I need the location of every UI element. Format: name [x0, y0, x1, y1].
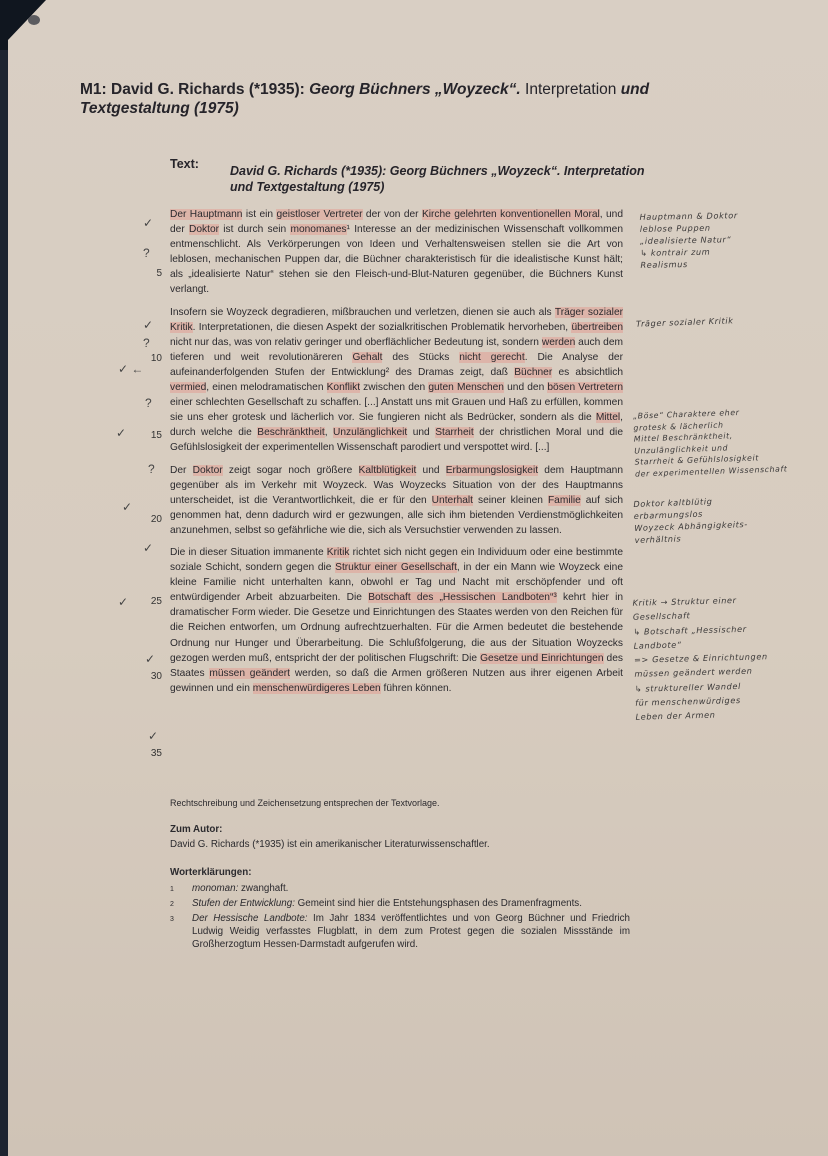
line-number: 10	[150, 353, 162, 364]
text-run: ,	[324, 427, 334, 439]
orthography-note: Rechtschreibung und Zeichensetzung entsprechen der Textvorlage.	[170, 798, 440, 808]
text-run: , und der	[170, 209, 624, 236]
handwritten-note: Träger sozialer Kritik	[635, 315, 734, 329]
check-mark: ✓	[122, 500, 133, 514]
text-run: , einen melodramatischen	[206, 382, 327, 394]
text-run: . Die Analyse der aufeinanderfolgenden Stufen der Entwicklung² des Dramas zeigt, daß	[170, 351, 623, 378]
text-run: des Staates	[170, 652, 623, 679]
line-number: 35	[150, 748, 162, 759]
text-label: Text:	[170, 157, 199, 171]
text-run: ist durch sein	[219, 224, 291, 236]
check-mark: ✓	[145, 652, 156, 666]
handwritten-note: Kritik → Struktur einer Gesellschaft ↳ Botschaft „Hessischer Landbote“ => Gesetze & Einrichtungen müssen geändert werden ↳ struktureller Wandel für menschenwürdiges Leben der Armen	[632, 595, 768, 723]
text-run: zwischen den	[360, 382, 429, 394]
highlighted-text: Starrheit	[435, 427, 474, 439]
text-run: richtet sich nicht gegen ein Individuum oder eine bestimmte soziale Schicht, sondern gegen die	[170, 546, 624, 574]
highlighted-text: Doktor	[192, 464, 223, 476]
highlighted-text: Konflikt	[326, 382, 361, 394]
highlighted-text: werden	[541, 336, 576, 348]
text-run: nicht nur das, was von relativ geringer und oberflächlicher Bedeutung ist, sondern	[170, 336, 542, 348]
highlighted-text: Büchner	[514, 366, 553, 378]
text-run: auch dem tieferen und weit revolutionäreren	[170, 336, 623, 363]
highlighted-text: Unterhalt	[431, 494, 474, 506]
highlighted-text: Familie	[547, 494, 581, 506]
text-run: der von der	[362, 209, 422, 220]
highlighted-text: geistloser Vertreter	[276, 209, 363, 220]
highlighted-text: Botschaft des „Hessischen Landboten“³	[368, 592, 557, 604]
highlighted-text: Struktur einer Gesellschaft	[335, 562, 457, 574]
highlighted-text: Gehalt	[352, 351, 383, 363]
highlighted-text: Kirche gelehrten konventionellen Moral	[421, 209, 600, 220]
highlighted-text: monomanes	[290, 224, 347, 236]
text-run: und	[407, 427, 436, 439]
question-mark: ?	[148, 462, 155, 476]
text-run: seiner kleinen	[473, 494, 548, 506]
main-text	[170, 207, 623, 703]
text-run: einer schlechten Gesellschaft zu schaffen. [...] Anstatt uns mit Grauen und Haß zu erfüllen, kommen sie uns eher grotesk und lächerlich vor. Sie fungieren nicht als Bedrücker, sondern als die	[170, 397, 623, 424]
highlighted-text: Beschränktheit	[257, 427, 325, 439]
glossary-item: 1 monoman: zwanghaft.	[170, 883, 289, 894]
highlighted-text: guten Menschen	[428, 382, 504, 394]
author-text: David G. Richards (*1935) ist ein amerikanischer Literaturwissenschaftler.	[170, 839, 490, 850]
glossary-item: 3 Der Hessische Landbote: Im Jahr 1834 veröffentlichtes und von Georg Büchner und Friedrich Ludwig Weidig verfasstes Flugblatt, in dem zum Protest gegen die sozialen Missstände im Großherzogtum Hessen-Darmstadt aufgerufen wird.	[170, 913, 630, 950]
check-mark: ✓	[148, 729, 159, 743]
check-mark: ✓	[118, 595, 129, 609]
highlighted-text: Der Hauptmann	[170, 209, 243, 220]
text-run: es absichtlich	[552, 366, 623, 378]
highlighted-text: Mittel	[595, 412, 621, 424]
author-heading: Zum Autor:	[170, 824, 223, 835]
highlighted-text: menschenwürdigeres Leben	[252, 682, 381, 694]
check-mark: ✓	[143, 318, 154, 332]
line-number: 30	[150, 671, 162, 682]
text-run: ist ein	[242, 209, 277, 220]
handwritten-note: „Böse“ Charaktere eher grotesk & lächerlich Mittel Beschränktheit, Unzulänglichkeit und Starrheit & Gefühlslosigkeit der experimentellen Wissenschaft	[632, 407, 788, 479]
text-run: , durch welche die	[170, 412, 623, 439]
glossary-item: 2 Stufen der Entwicklung: Gemeint sind hier die Entstehungsphasen des Dramenfragments.	[170, 898, 582, 909]
text-run: auf sich genommen hat, denn dadurch wird er gezwungen, alle sich ihm bietenden Verdienstmöglichkeiten anzunehmen, selbst so gefährliche wie die, sich als Versuchstier verwenden zu lassen.	[170, 494, 623, 536]
highlighted-text: Unzulänglichkeit	[333, 427, 408, 439]
highlighted-text: Gesetze und Einrichtungen	[480, 652, 604, 664]
text-run: führen können.	[380, 682, 452, 694]
highlighted-text: vermied	[170, 382, 207, 394]
highlighted-text: müssen geändert	[209, 667, 291, 679]
text-run: zeigt sogar noch größere	[222, 464, 359, 476]
check-arrow-mark: ✓ ←	[118, 362, 144, 376]
text-run: . Interpretationen, die diesen Aspekt der sozialkritischen Problematik hervorheben,	[192, 321, 572, 333]
handwritten-note: Hauptmann & Doktor leblose Puppen „idealisierte Natur“ ↳ kontrair zum Realismus	[639, 210, 738, 270]
text-run: kehrt hier in dramatischer Form wieder. Die Gesetze und Einrichtungen des Staates werden von den Reichen für die Reichen entworfen, um Ordnung aufrechtzuerhalten. Für die Armen bedeutet die bestehende Ordnung nur Hunger und Überarbeitung. Die Schlußfolgerung, die aus der Situation Woyzecks gezogen werden muß, entspricht der der politischen Flugschrift: Die	[170, 592, 623, 664]
highlighted-text: Kritik	[326, 546, 350, 558]
check-mark: ✓	[116, 426, 127, 440]
line-number: 5	[156, 268, 162, 279]
glossary-heading: Worterklärungen:	[170, 867, 252, 878]
highlighted-text: Erbarmungslosigkeit	[445, 464, 539, 476]
text-run: ¹ Interesse an der medizinischen Wissenschaft vollkommen entmenschlicht. Als Verkörperungen von Ideen und Verhaltensweisen stellen sie die Art von leblosen, mechanischen Puppen dar, die Büchner charakteristisch für die idealistische Kunst hält; als „idealisierte Natur“ stehen sie den Fleisch-und-Blut-Naturen gegenüber, die Büchners Kunst verlangt.	[170, 224, 623, 296]
text-run: und den	[503, 382, 548, 394]
text-run: dem Hauptmann gegenüber als im Verkehr mit Woyzeck. Was Woyzecks Situation von der des Hauptmanns unterscheidet, ist die Verantwortlichkeit, die er für den	[170, 464, 623, 506]
text-run: des Stücks	[382, 351, 460, 363]
text-paragraph	[170, 545, 623, 696]
text-run: , in der ein Mann wie Woyzeck eine kleine Familie nicht unterhalten kann, obwohl er Tag und Nacht mit erschöpfender und oft entwürdigender Arbeit abzuarbeiten. Die	[170, 562, 624, 604]
highlighted-text: Kaltblütigkeit	[358, 464, 417, 476]
question-mark: ?	[145, 396, 152, 410]
text-run: Insofern sie Woyzeck degradieren, mißbrauchen und verletzen, dienen sie auch als	[170, 306, 555, 318]
highlighted-text: bösen Vertretern	[547, 382, 623, 394]
handwritten-note: Doktor kaltblütig erbarmungslos Woyzeck Abhängigkeits- verhältnis	[633, 496, 749, 545]
line-number: 15	[150, 430, 162, 441]
document-title: M1: David G. Richards (*1935): Georg Büchners „Woyzeck“. Interpretation und Textgestaltung (1975)	[80, 81, 650, 117]
highlighted-text: Träger sozialer Kritik	[170, 306, 624, 333]
line-number: 25	[150, 596, 162, 607]
check-mark: ✓	[143, 216, 154, 230]
check-mark: ✓	[143, 541, 154, 555]
text-run: der christlichen Moral und die Gefühlslosigkeit der experimentellen Wissenschaft parodiert und verspottet wird. [...]	[170, 427, 623, 454]
line-number: 20	[150, 514, 162, 525]
glossary-list	[170, 882, 630, 952]
text-run: und	[416, 464, 446, 476]
text-paragraph	[170, 207, 623, 298]
text-paragraph	[170, 463, 623, 538]
question-mark: ?	[143, 336, 150, 350]
source-subtitle: David G. Richards (*1935): Georg Büchners „Woyzeck“. Interpretation und Textgestaltung (1975)	[230, 164, 645, 194]
highlighted-text: übertreiben	[571, 321, 623, 333]
text-paragraph	[170, 305, 623, 456]
highlighted-text: nicht gerecht	[459, 351, 525, 363]
text-run: Die in dieser Situation immanente	[170, 546, 327, 558]
text-run: Der	[170, 464, 193, 476]
highlighted-text: Doktor	[189, 224, 220, 236]
text-run: werden, so daß die Armen größeren Nutzen aus ihrer eigenen Arbeit gewinnen und ein	[170, 667, 623, 694]
question-mark: ?	[143, 246, 150, 260]
